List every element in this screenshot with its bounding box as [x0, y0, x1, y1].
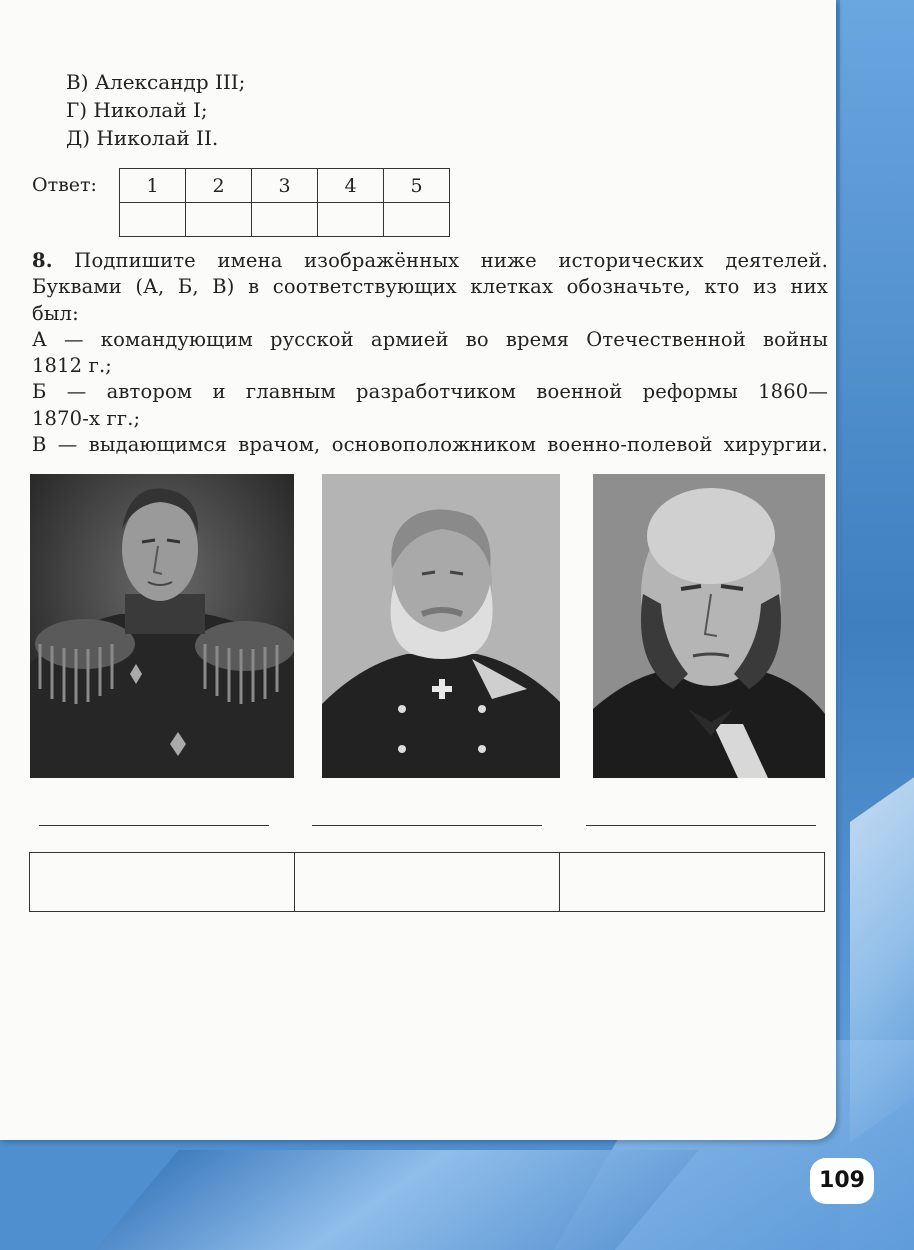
- option-d: Д) Николай II.: [66, 126, 219, 150]
- task-line: 1870-х гг.;: [32, 406, 141, 430]
- task-8: [32, 248, 828, 458]
- option-v: В) Александр III;: [66, 70, 246, 94]
- answer-input-cell[interactable]: [318, 203, 384, 237]
- portrait-general-epaulettes: [30, 474, 294, 778]
- task-line: Б — автором и главным разработчиком военной реформы 1860—: [32, 380, 828, 404]
- option-g: Г) Николай I;: [66, 98, 208, 122]
- task-line-text: Подпишите имена изображённых ниже исторических деятелей.: [74, 249, 828, 272]
- name-line-2[interactable]: [312, 825, 542, 826]
- letters-row: [30, 853, 825, 912]
- portrait-bearded-officer: [322, 474, 560, 778]
- letter-cell-3[interactable]: [560, 853, 825, 912]
- answer-header-row: [120, 169, 450, 203]
- answer-input-cell[interactable]: [384, 203, 450, 237]
- answer-header-cell: 2: [186, 169, 252, 203]
- task-line: [32, 248, 828, 274]
- task-line: В — выдающимся врачом, основоположником военно-полевой хирургии.: [32, 433, 828, 457]
- answer-label: Ответ:: [32, 174, 97, 196]
- task-line: А — командующим русской армией во время Отечественной войны: [32, 327, 828, 351]
- task-line: Буквами (А, Б, В) в соответствующих клетках обозначьте, кто из них: [32, 275, 828, 299]
- answer-input-cell[interactable]: [120, 203, 186, 237]
- answer-table: [119, 168, 450, 237]
- name-line-3[interactable]: [586, 825, 816, 826]
- letter-cell-1[interactable]: [30, 853, 295, 912]
- task-number: 8.: [32, 249, 53, 272]
- answer-input-cell[interactable]: [186, 203, 252, 237]
- answer-input-row: [120, 203, 450, 237]
- letter-cell-2[interactable]: [295, 853, 560, 912]
- task-line: был:: [32, 301, 79, 325]
- answer-header-cell: 1: [120, 169, 186, 203]
- name-line-1[interactable]: [39, 825, 269, 826]
- background-stripe: [61, 1150, 698, 1250]
- task-line: 1812 г.;: [32, 354, 113, 378]
- page-number: 109: [810, 1158, 874, 1204]
- answer-input-cell[interactable]: [252, 203, 318, 237]
- letters-table: [29, 852, 825, 912]
- answer-header-cell: 4: [318, 169, 384, 203]
- answer-header-cell: 3: [252, 169, 318, 203]
- answer-header-cell: 5: [384, 169, 450, 203]
- portrait-bald-doctor: [593, 474, 825, 778]
